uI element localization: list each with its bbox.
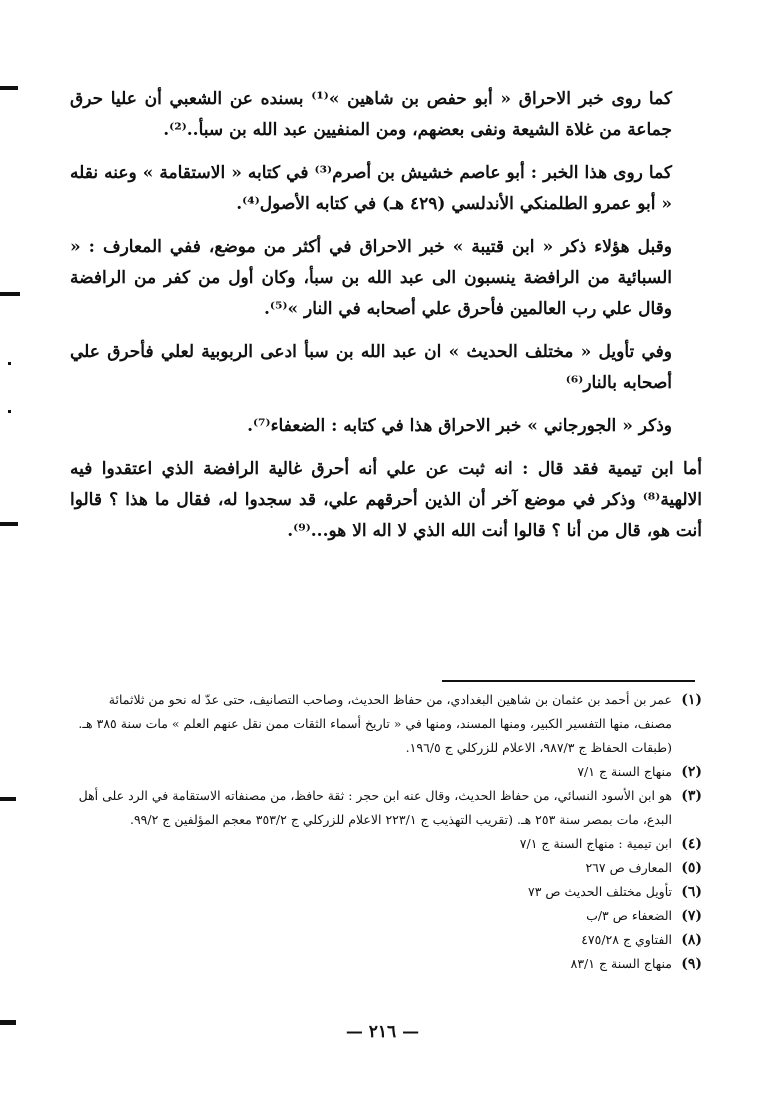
footnote-text: هو ابن الأسود النسائي، من حفاظ الحديث، وقال عنه ابن حجر : ثقة حافظ، من مصنفاته الاستقامة في الرد على أهل البدع، مات بمصر سنة ٢٥٣ هـ. (تقريب التهذيب ج ٢٢٣/١ الاعلام للزركلي ج ٣٥٣/٢ معجم المؤلفين ج ٩٩/٢. — [78, 788, 672, 827]
footnote-number: (٦) — [681, 884, 702, 900]
footnote-number: (٨) — [681, 932, 702, 948]
footnote-item — [70, 832, 702, 856]
footnote-number: (٤) — [681, 836, 702, 852]
paragraph-ibn-shahin: كما روى خبر الاحراق « أبو حفص بن شاهين »⁽¹⁾ بسنده عن الشعبي أن عليا حرق جماعة من غلاة الشيعة ونفى بعضهم، ومن المنفيين عبد الله بن سبأ..⁽²⁾. — [70, 89, 672, 140]
footnote-item — [70, 760, 702, 784]
scan-mark — [0, 797, 16, 801]
footnote-text: ابن تيمية : منهاج السنة ج ٧/١ — [519, 836, 672, 851]
footnote-item — [70, 904, 702, 928]
footnote-text: عمر بن أحمد بن عثمان بن شاهين البغدادي، من حفاظ الحديث، وصاحب التصانيف، حتى عدّ له نحو من ثلاثمائة مصنف، منها التفسير الكبير، ومنها المسند، ومنها في « تاريخ أسماء الثقات ممن نقل عنهم العلم » مات سنة ٣٨٥ هـ. (طبقات الحفاظ ج ٩٨٧/٣، الاعلام للزركلي ج ١٩٦/٥. — [78, 692, 672, 755]
footnotes — [70, 688, 702, 976]
footnote-text: منهاج السنة ج ٧/١ — [577, 764, 672, 779]
paragraph-ibn-qutayba: وقبل هؤلاء ذكر « ابن قتيبة » خبر الاحراق في أكثر من موضع، ففي المعارف : « السبائية من الرافضة ينسبون الى عبد الله بن سبأ، وكان أول من كفر من الرافضة وقال علي رب العالمين فأحرق علي أصحابه في النار »⁽⁵⁾. — [70, 237, 672, 319]
paragraph-mukhtalif: وفي تأويل « مختلف الحديث » ان عبد الله بن سبأ ادعى الربوبية لعلي فأحرق علي أصحابه بالنار⁽⁶⁾ — [70, 342, 672, 393]
footnote-text: الضعفاء ص ٣/ب — [586, 908, 672, 923]
footnote-number: (٧) — [681, 908, 702, 924]
scan-mark — [0, 292, 20, 296]
footnote-text: الفتاوي ج ٤٧٥/٢٨ — [581, 932, 672, 947]
footnote-item — [70, 952, 702, 976]
footnote-text: تأويل مختلف الحديث ص ٧٣ — [528, 884, 672, 899]
footnote-number: (٥) — [681, 860, 702, 876]
scan-mark — [0, 522, 18, 526]
scan-mark — [8, 410, 11, 413]
paragraph-khushaysh: كما روى هذا الخبر : أبو عاصم خشيش بن أصرم⁽³⁾ في كتابه « الاستقامة » وعنه نقله « أبو عمرو الطلمنكي الأندلسي (٤٢٩ هـ) في كتابه الأصول⁽⁴⁾. — [70, 163, 673, 214]
paragraph-ibn-taymiyya: أما ابن تيمية فقد قال : انه ثبت عن علي أنه أحرق غالية الرافضة الذي اعتقدوا فيه الالهية⁽⁸⁾ وذكر في موضع آخر أن الذين أحرقهم علي، قد سجدوا له، فقال ما هذا ؟ قالوا أنت هو، قال من أنا ؟ قالوا أنت الله الذي لا اله الا هو...⁽⁹⁾. — [70, 459, 702, 541]
footnote-number: (١) — [681, 692, 702, 708]
footnote-text: منهاج السنة ج ٨٣/١ — [570, 956, 672, 971]
footnote-item — [70, 880, 702, 904]
footnote-text: المعارف ص ٢٦٧ — [585, 860, 672, 875]
scan-mark — [8, 362, 11, 365]
scan-mark — [0, 86, 18, 90]
paragraph-jurjani: وذكر « الجورجاني » خبر الاحراق هذا في كتابه : الضعفاء⁽⁷⁾. — [247, 416, 672, 436]
footnote-item — [70, 784, 702, 832]
footnote-number: (٩) — [681, 956, 702, 972]
footnote-item — [70, 928, 702, 952]
footnote-number: (٢) — [681, 764, 702, 780]
page-number: — ٢١٦ — — [345, 1022, 420, 1042]
footnote-item — [70, 688, 702, 760]
footnote-item — [70, 856, 702, 880]
main-text — [70, 84, 702, 559]
footnote-divider — [442, 680, 695, 682]
footnote-number: (٣) — [681, 788, 702, 804]
